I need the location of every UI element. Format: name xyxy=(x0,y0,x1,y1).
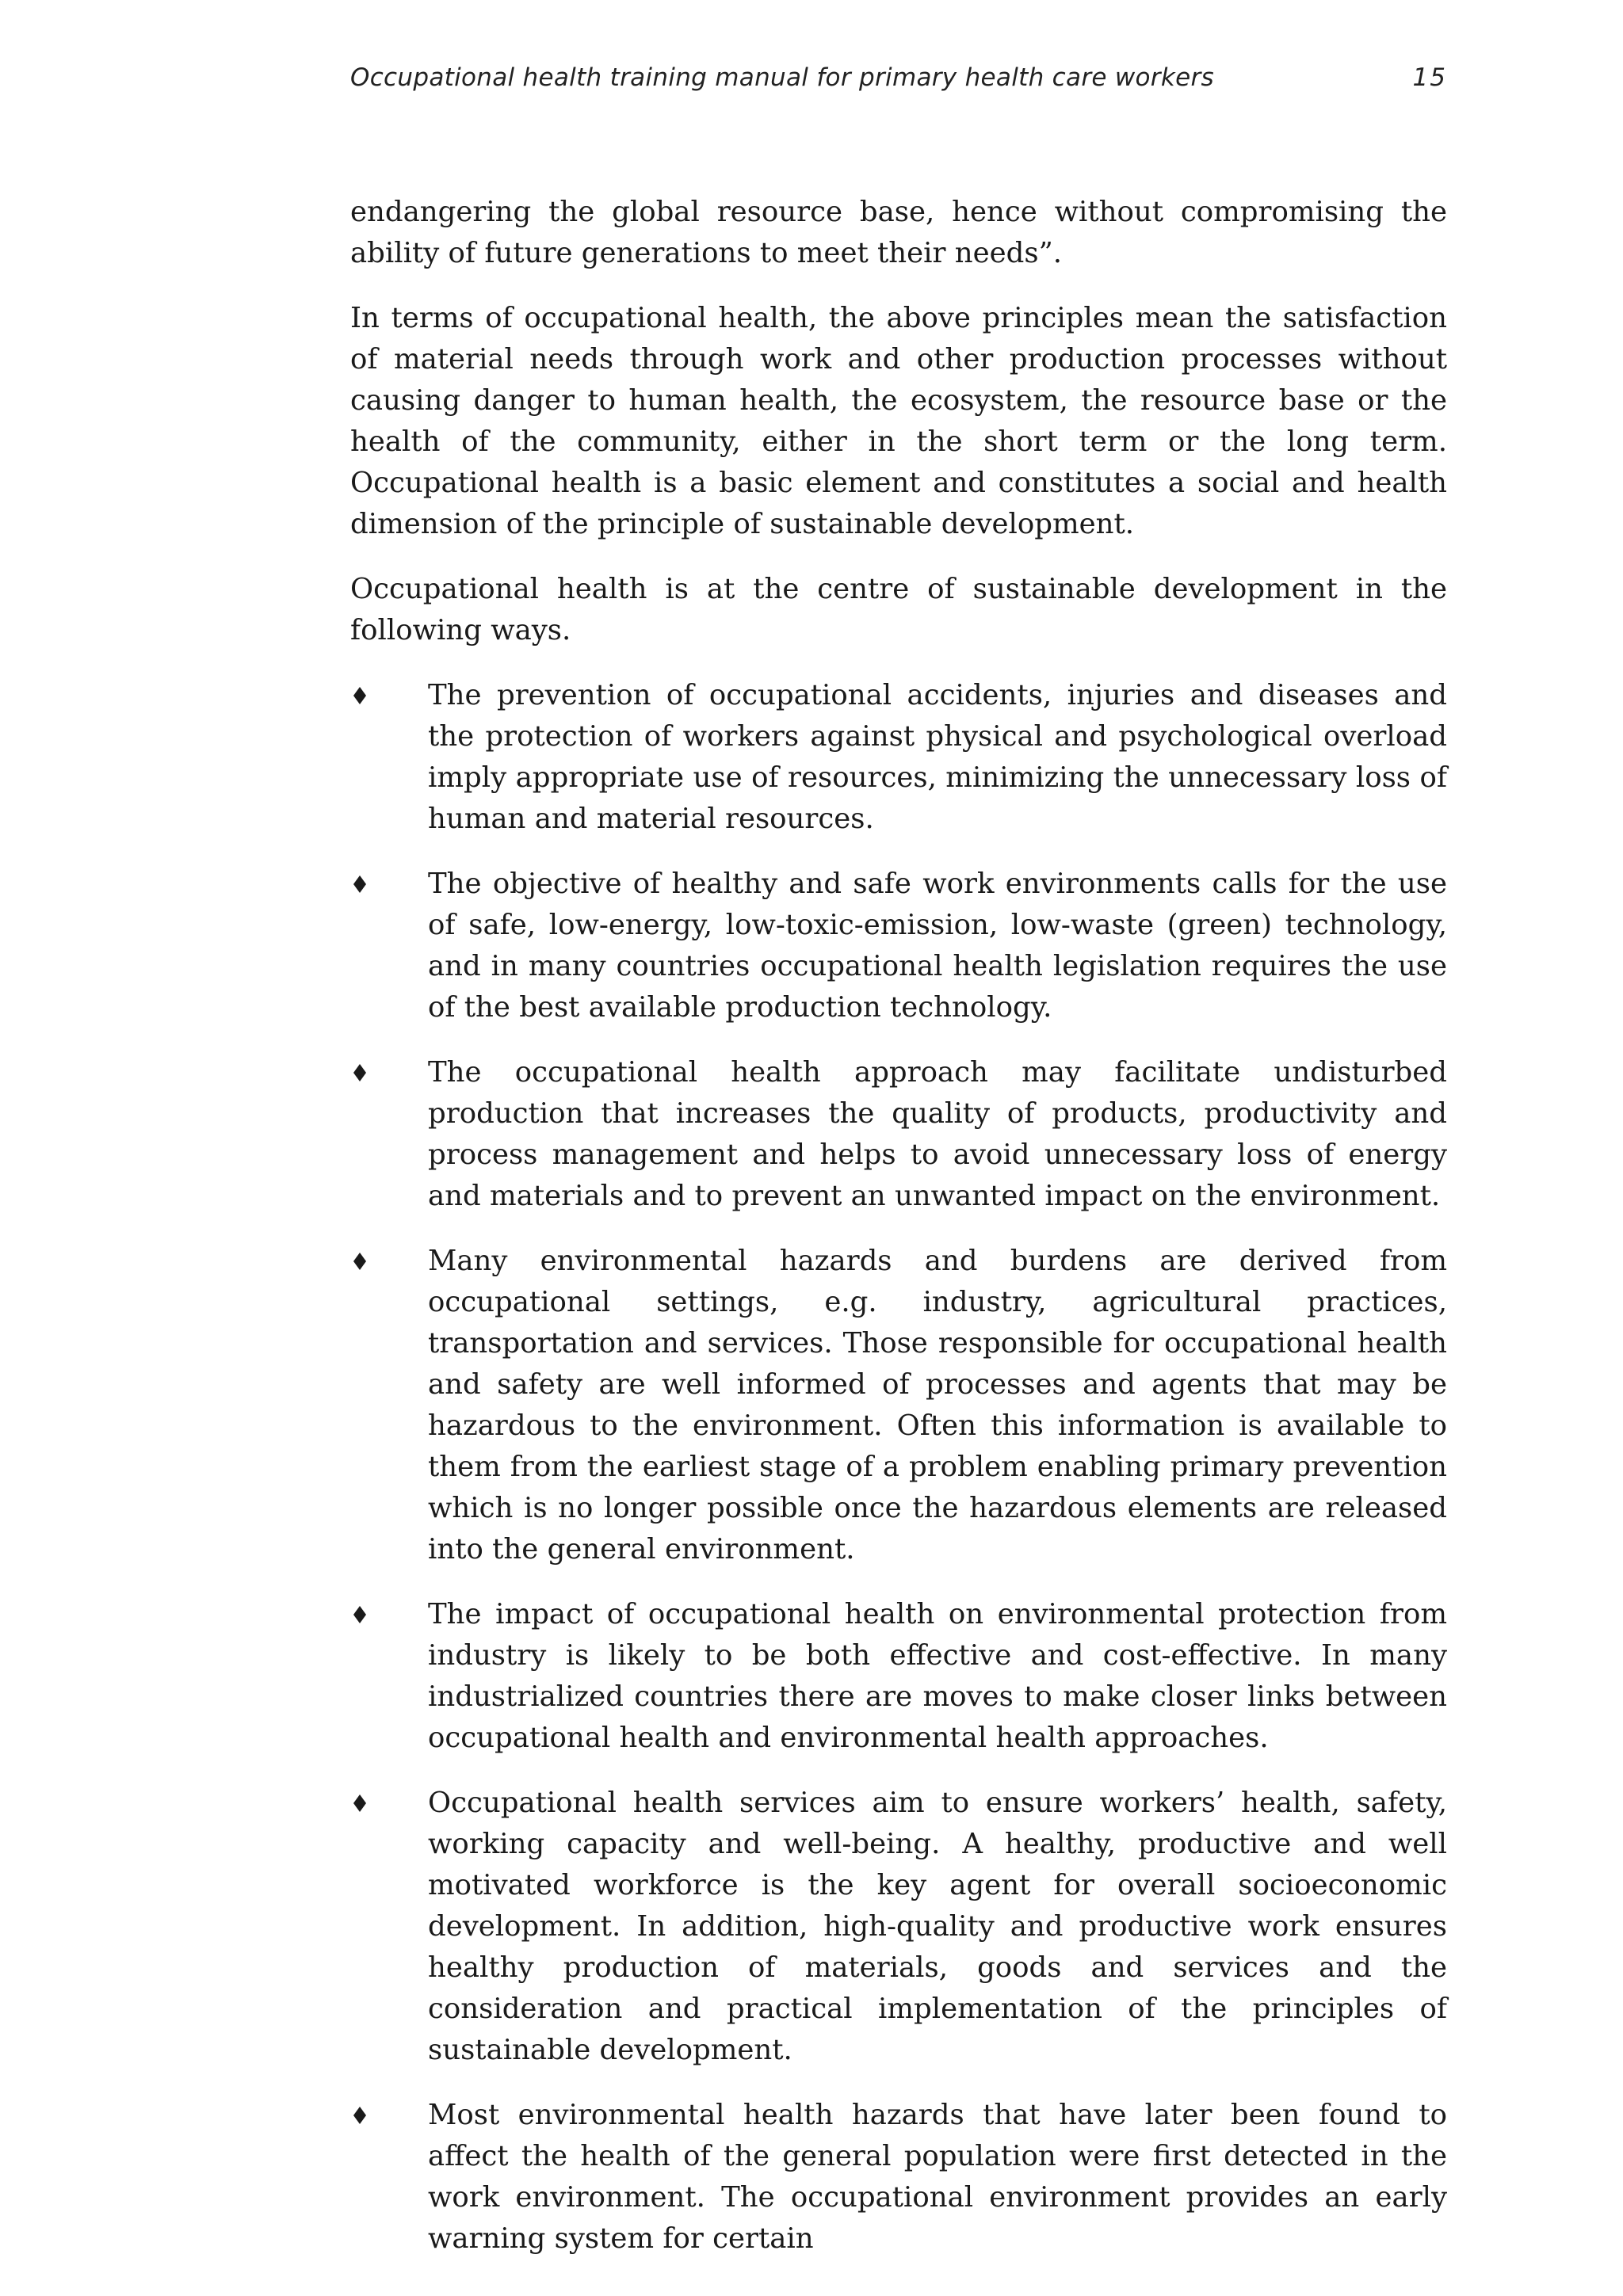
list-item xyxy=(350,1594,1447,1759)
list-item-text: Occupational health services aim to ensure workers’ health, safety, working capacity and well-being. A healthy, productive and well motivated workforce is the key agent for overall socioeconomic development. In addition, high-quality and productive work ensures healthy production of materials, goods and services and the consideration and practical implementation of the principles of sustainable development. xyxy=(428,1787,1447,2066)
list-item xyxy=(350,1783,1447,2071)
list-item-text: The objective of healthy and safe work environments calls for the use of safe, low-energy, low-toxic-emission, low-waste (green) technology, and in many countries occupational health legislation requires the use of the best available production technology. xyxy=(428,868,1447,1024)
list-item-text: The impact of occupational health on environmental protection from industry is likely to be both effective and cost-effective. In many industrialized countries there are moves to make closer links between occupational health and environmental health approaches. xyxy=(428,1598,1447,1754)
list-item xyxy=(350,2095,1447,2260)
list-item-text: Many environmental hazards and burdens are derived from occupational settings, e.g. industry, agricultural practices, transportation and services. Those responsible for occupational health and safety are well informed of processes and agents that may be hazardous to the environment. Often this information is available to them from the earliest stage of a problem enabling primary prevention which is no longer possible once the hazardous elements are released into the general environment. xyxy=(428,1245,1447,1566)
paragraph: Occupational health is at the centre of sustainable development in the following ways. xyxy=(350,573,1447,646)
document-page xyxy=(350,57,1447,2283)
diamond-bullet-icon xyxy=(352,675,368,716)
diamond-bullet-icon xyxy=(352,2095,368,2136)
page-number: 15 xyxy=(1412,63,1447,92)
bullet-list xyxy=(350,675,1447,2260)
list-item xyxy=(350,1052,1447,1217)
paragraph: endangering the global resource base, hence without compromising the ability of future generations to meet their needs”. xyxy=(350,196,1447,269)
diamond-bullet-icon xyxy=(352,1052,368,1093)
list-item xyxy=(350,675,1447,840)
list-item-text: The prevention of occupational accidents, injuries and diseases and the protection of workers against physical and psychological overload imply appropriate use of resources, minimizing the unnecessary loss of human and material resources. xyxy=(428,679,1447,835)
list-item xyxy=(350,1241,1447,1570)
diamond-bullet-icon xyxy=(352,1241,368,1282)
list-item-text: Most environmental health hazards that have later been found to affect the health of the general population were first detected in the work environment. The occupational environment provides an early warning system for certain xyxy=(428,2099,1447,2255)
paragraph: In terms of occupational health, the above principles mean the satisfaction of material needs through work and other production processes without causing danger to human health, the ecosystem, the resource base or the health of the community, either in the short term or the long term. Occupational health is a basic element and constitutes a social and health dimension of the principle of sustainable development. xyxy=(350,302,1447,540)
diamond-bullet-icon xyxy=(352,864,368,905)
running-header xyxy=(350,57,1447,98)
running-header-title: Occupational health training manual for primary health care workers xyxy=(350,63,1214,92)
list-item-text: The occupational health approach may facilitate undisturbed production that increases the quality of products, productivity and process management and helps to avoid unnecessary loss of energy and materials and to prevent an unwanted impact on the environment. xyxy=(428,1056,1447,1212)
list-item xyxy=(350,864,1447,1028)
body-text xyxy=(350,192,1447,2260)
diamond-bullet-icon xyxy=(352,1783,368,1824)
diamond-bullet-icon xyxy=(352,1594,368,1635)
